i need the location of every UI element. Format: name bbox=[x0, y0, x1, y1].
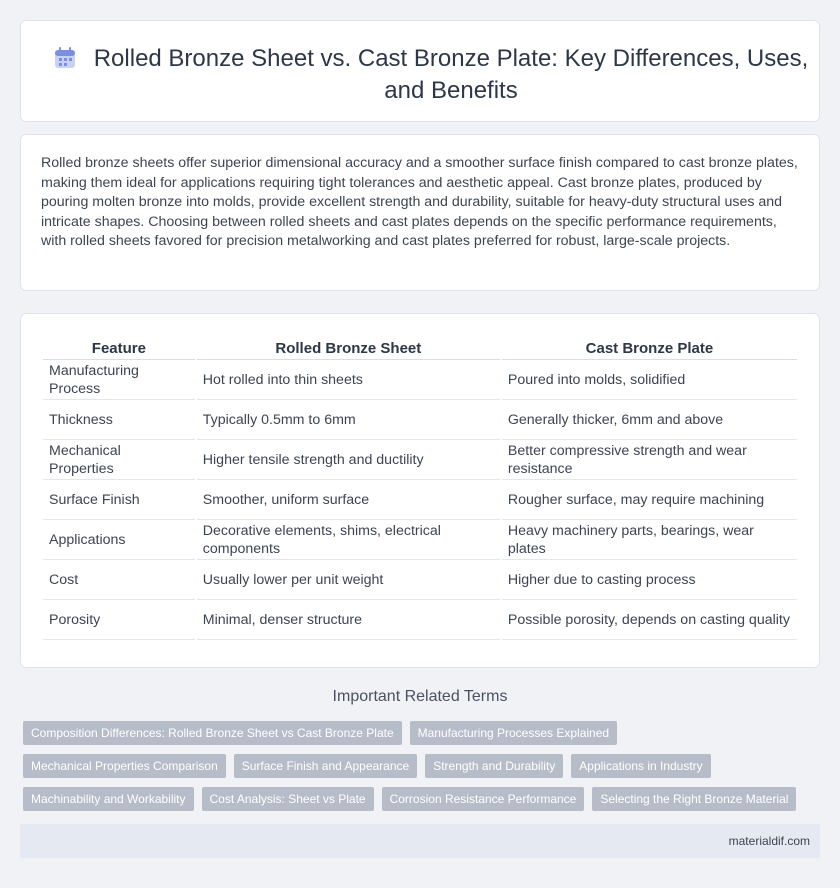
table-cell: Porosity bbox=[43, 600, 195, 640]
related-term-tag[interactable]: Selecting the Right Bronze Material bbox=[592, 787, 796, 811]
table-cell: Typically 0.5mm to 6mm bbox=[197, 400, 500, 440]
table-cell: Minimal, denser structure bbox=[197, 600, 500, 640]
header-cast-plate: Cast Bronze Plate bbox=[502, 332, 797, 360]
related-term-tag[interactable]: Machinability and Workability bbox=[23, 787, 194, 811]
table-cell: Usually lower per unit weight bbox=[197, 560, 500, 600]
table-row bbox=[43, 600, 797, 640]
table-cell: Cost bbox=[43, 560, 195, 600]
table-row bbox=[43, 360, 797, 400]
related-term-tag[interactable]: Manufacturing Processes Explained bbox=[410, 721, 617, 745]
table-row bbox=[43, 440, 797, 480]
comparison-table bbox=[41, 332, 799, 640]
related-term-tag[interactable]: Strength and Durability bbox=[425, 754, 563, 778]
tag-row bbox=[23, 721, 823, 746]
tag-row bbox=[23, 754, 823, 779]
table-row bbox=[43, 560, 797, 600]
table-cell: Hot rolled into thin sheets bbox=[197, 360, 500, 400]
header-feature: Feature bbox=[43, 332, 195, 360]
related-term-tag[interactable]: Cost Analysis: Sheet vs Plate bbox=[202, 787, 374, 811]
table-row bbox=[43, 400, 797, 440]
page-title: Rolled Bronze Sheet vs. Cast Bronze Plate: Key Differences, Uses, and Benefits bbox=[93, 45, 809, 104]
table-cell: Applications bbox=[43, 520, 195, 560]
intro-card bbox=[20, 134, 820, 291]
table-cell: Possible porosity, depends on casting quality bbox=[502, 600, 797, 640]
related-term-tag[interactable]: Surface Finish and Appearance bbox=[234, 754, 417, 778]
related-term-tag[interactable]: Composition Differences: Rolled Bronze Sheet vs Cast Bronze Plate bbox=[23, 721, 402, 745]
table-cell: Heavy machinery parts, bearings, wear plates bbox=[502, 520, 797, 560]
table-row bbox=[43, 480, 797, 520]
table-cell: Mechanical Properties bbox=[43, 440, 195, 480]
table-cell: Higher due to casting process bbox=[502, 560, 797, 600]
comparison-table-card bbox=[20, 313, 820, 668]
intro-paragraph: Rolled bronze sheets offer superior dimensional accuracy and a smoother surface finish compared to cast bronze plates, making them ideal for applications requiring tight tolerances and aesthetic appeal. Cast bronze plates, produced by pouring molten bronze into molds, provide excellent strength and durability, suitable for heavy-duty structural uses and intricate shapes. Choosing between rolled sheets and cast plates depends on the specific performance requirements, with rolled sheets favored for precision metalworking and cast plates preferred for robust, large-scale projects. bbox=[41, 155, 798, 249]
related-terms-title: Important Related Terms bbox=[332, 688, 508, 705]
table-cell: Higher tensile strength and ductility bbox=[197, 440, 500, 480]
table-cell: Poured into molds, solidified bbox=[502, 360, 797, 400]
table-cell: Thickness bbox=[43, 400, 195, 440]
table-row bbox=[43, 520, 797, 560]
footer bbox=[20, 824, 820, 858]
related-terms-list bbox=[23, 721, 823, 820]
table-cell: Decorative elements, shims, electrical components bbox=[197, 520, 500, 560]
table-cell: Better compressive strength and wear resistance bbox=[502, 440, 797, 480]
related-term-tag[interactable]: Applications in Industry bbox=[571, 754, 710, 778]
table-cell: Surface Finish bbox=[43, 480, 195, 520]
tag-row bbox=[23, 787, 823, 812]
table-cell: Smoother, uniform surface bbox=[197, 480, 500, 520]
table-cell: Manufacturing Process bbox=[43, 360, 195, 400]
site-name[interactable]: materialdif.com bbox=[728, 834, 810, 848]
related-term-tag[interactable]: Corrosion Resistance Performance bbox=[382, 787, 585, 811]
related-term-tag[interactable]: Mechanical Properties Comparison bbox=[23, 754, 226, 778]
table-cell: Rougher surface, may require machining bbox=[502, 480, 797, 520]
header-rolled-sheet: Rolled Bronze Sheet bbox=[197, 332, 500, 360]
title-card bbox=[20, 20, 820, 122]
table-cell: Generally thicker, 6mm and above bbox=[502, 400, 797, 440]
